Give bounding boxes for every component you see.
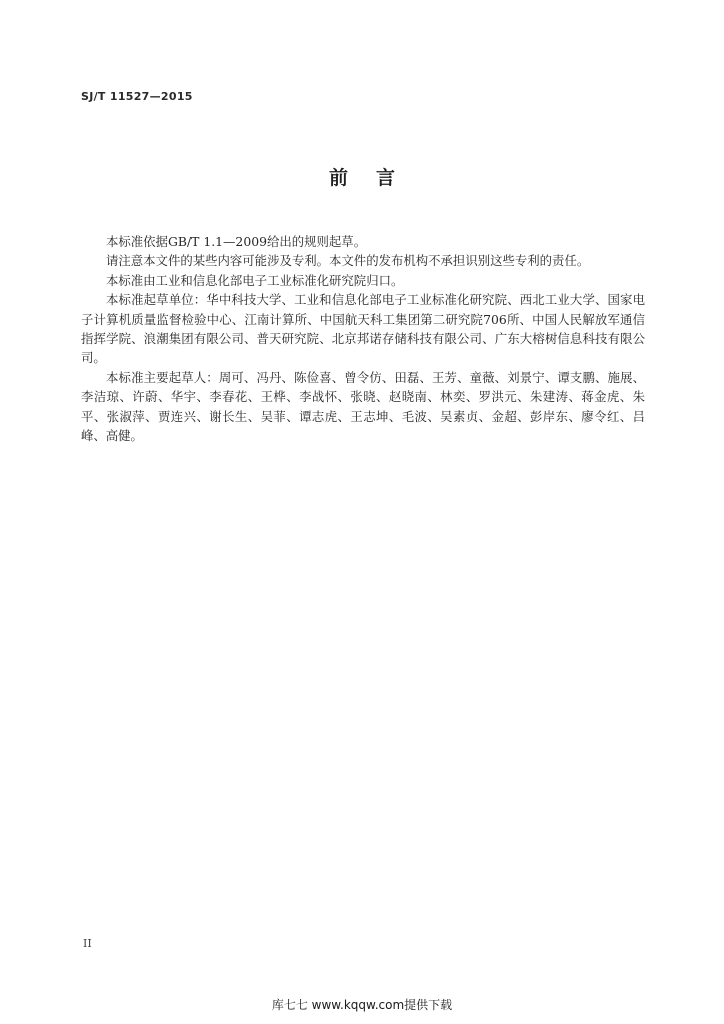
paragraph-administering-body: 本标准由工业和信息化部电子工业标准化研究院归口。 xyxy=(106,272,404,288)
paragraph-drafting-rules: 本标准依据GB/T 1.1—2009给出的规则起草。 xyxy=(106,234,367,249)
paragraph-patent-notice: 请注意本文件的某些内容可能涉及专利。本文件的发布机构不承担识别这些专利的责任。 xyxy=(106,253,590,269)
download-footer: 库七七 www.kqqw.com提供下载 xyxy=(271,998,453,1012)
paragraph-drafters: 本标准主要起草人：周可、冯丹、陈俭喜、曾令仿、田磊、王芳、童薇、刘景宁、谭支鹏、施展、李洁琼、许蔚、华宇、李春花、王桦、李战怀、张晓、赵晓南、林奕、罗洪元、朱建涛、蒋金虎、朱平、张淑萍、贾连兴、谢长生、吴菲、谭志虎、王志坤、毛波、吴素贞、金超、彭岸东、廖令红、吕峰、高健。 xyxy=(81,369,645,444)
paragraph-drafting-units: 本标准起草单位：华中科技大学、工业和信息化部电子工业标准化研究院、西北工业大学、国家电子计算机质量监督检验中心、江南计算所、中国航天科工集团第二研究院706所、中国人民解放军通信指挥学院、浪潮集团有限公司、普天研究院、北京邦诺存储科技有限公司、广东大榕树信息科技有限公司。 xyxy=(81,292,645,366)
standard-code: SJ/T 11527—2015 xyxy=(81,90,193,103)
page-number: II xyxy=(83,937,92,950)
foreword-body xyxy=(81,232,645,445)
page-title: 前言 xyxy=(328,167,423,189)
